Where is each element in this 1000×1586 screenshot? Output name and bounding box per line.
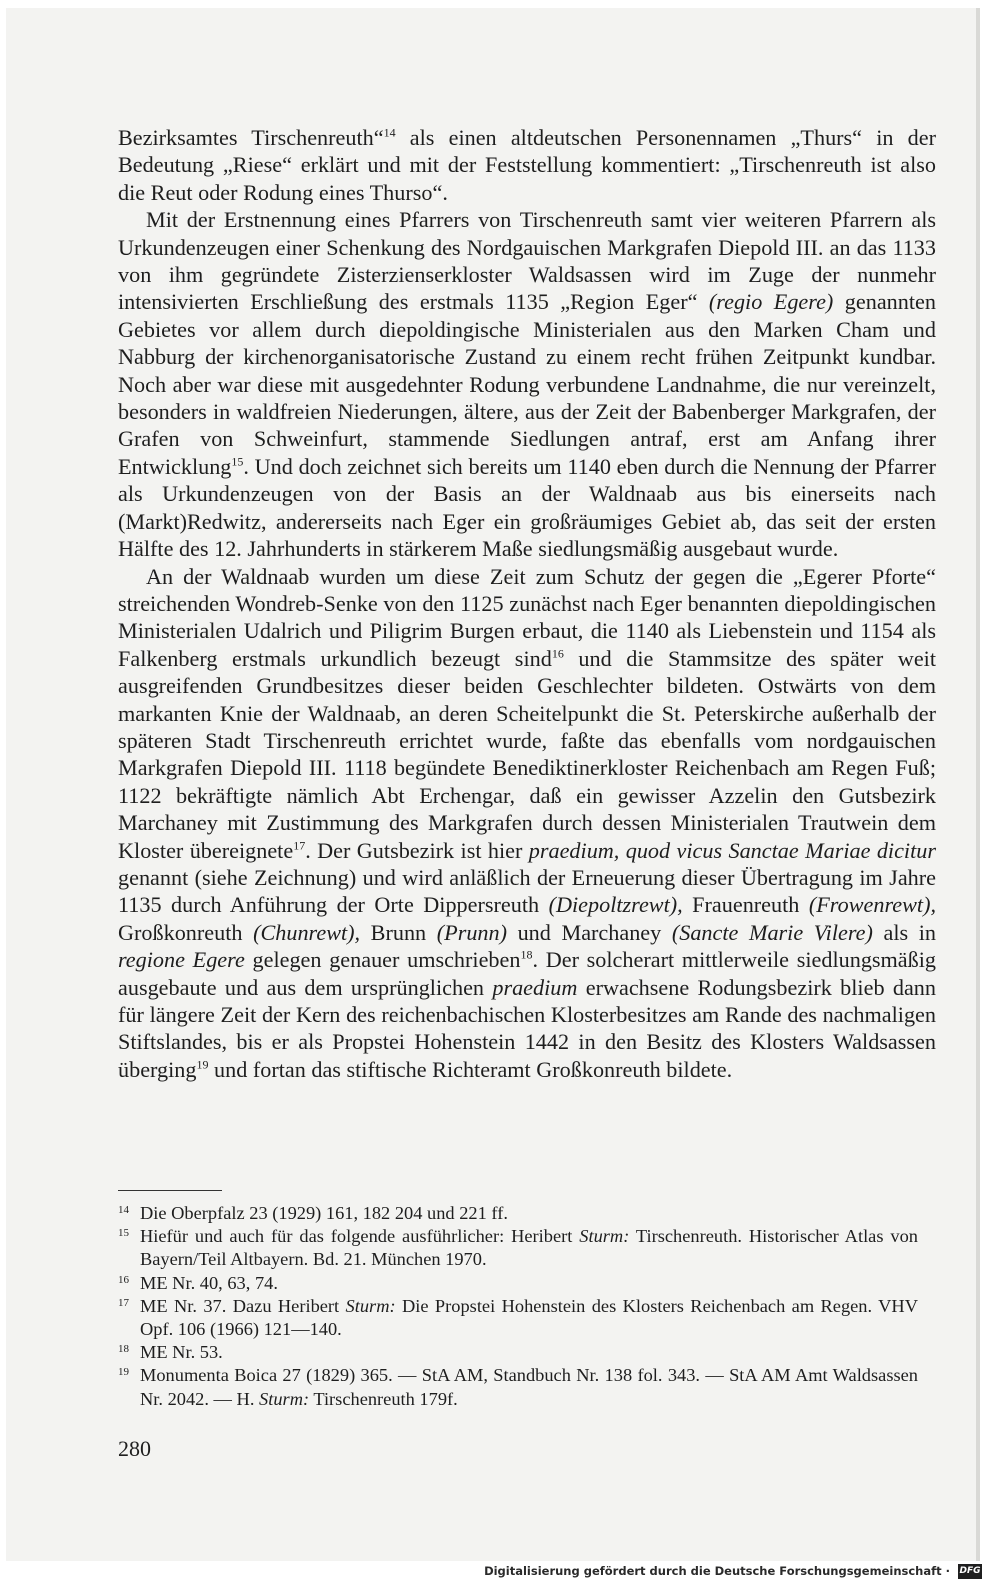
footnote-reference: 15 bbox=[231, 454, 244, 469]
italic-text: praedium, quod vicus Sanctae Mariae dicitur bbox=[528, 837, 936, 863]
footnote-number: 16 bbox=[118, 1273, 129, 1286]
text-run: ME Nr. 37. Dazu Heribert bbox=[140, 1295, 346, 1316]
footnote-reference: 17 bbox=[293, 838, 306, 853]
footnote-reference: 14 bbox=[383, 125, 396, 140]
text-run: An der Waldnaab wurden um diese Zeit zum Schutz der gegen die „Egerer Pforte“ streichenden Wondreb-Senke von den 1125 zunächst nach Eger benannten diepoldingischen Ministerialen Udalrich und Piligrim Burgen erbaut, die 1140 als Liebenstein und 1154 als Falkenberg erstmals urkundlich bezeugt sind bbox=[118, 563, 936, 671]
text-run: Die Propstei Hohenstein des Klosters Reichenbach am Regen. VHV Opf. 106 (1966) 121—140. bbox=[140, 1295, 918, 1340]
digitization-credit: Digitalisierung gefördert durch die Deutsche Forschungsgemeinschaft · bbox=[484, 1564, 950, 1578]
text-run: und fortan das stiftische Richteramt Großkonreuth bildete. bbox=[208, 1056, 733, 1082]
footnote bbox=[118, 1225, 918, 1271]
italic-text: Sturm: bbox=[579, 1226, 630, 1247]
footnote-reference: 18 bbox=[520, 947, 533, 962]
text-run: . Der solcherart mittlerweile siedlungsmäßig ausgebaute und aus dem ursprünglichen bbox=[118, 947, 936, 1000]
text-run: und Marchaney bbox=[507, 919, 672, 945]
footnotes bbox=[118, 1202, 918, 1411]
italic-text: (Frowenrewt), bbox=[808, 892, 937, 918]
footnote-number: 18 bbox=[118, 1343, 129, 1356]
italic-text: praedium bbox=[492, 974, 578, 1000]
dfg-logo: DFG bbox=[958, 1564, 982, 1579]
footnote bbox=[118, 1272, 918, 1295]
italic-text: (regio Egere) bbox=[708, 289, 834, 315]
text-run: ME Nr. 40, 63, 74. bbox=[140, 1272, 278, 1293]
page-edge-shadow bbox=[976, 8, 980, 1561]
page-number: 280 bbox=[118, 1436, 151, 1461]
text-run: Brunn bbox=[360, 919, 437, 945]
footnote bbox=[118, 1364, 918, 1410]
footnote-divider bbox=[118, 1190, 222, 1191]
text-run: Hiefür und auch für das folgende ausführlicher: Heribert bbox=[140, 1226, 580, 1247]
text-run: Bezirksamtes Tirschenreuth“ bbox=[118, 125, 384, 150]
footnote-text bbox=[140, 1296, 918, 1339]
text-run: als in bbox=[872, 919, 936, 945]
italic-text: (Prunn) bbox=[436, 919, 507, 945]
paragraph bbox=[118, 206, 936, 562]
text-run: Großkonreuth bbox=[118, 919, 254, 945]
text-run: . Der Gutsbezirk ist hier bbox=[305, 837, 529, 863]
footnote-reference: 16 bbox=[551, 646, 564, 661]
footnote-reference: 19 bbox=[196, 1057, 209, 1072]
text-run: und die Stammsitze des später weit ausgreifenden Grundbesitzes dieser beiden Geschlechter bildeten. Ostwärts von dem markanten Knie der Waldnaab, an deren Scheitelpunkt die St. Peterskirche außerhalb der späteren Stadt Tirschenreuth errichtet wurde, faßte das ebenfalls vom nordgauischen Markgrafen Diepold III. 1118 begündete Benediktinerkloster Reichenbach am Regen Fuß; 1122 bekräftigte nämlich Abt Erchengar, daß ein gewisser Azzelin den Gutsbezirk Marchaney mit Zustimmung des Markgrafen durch dessen Ministerialen Trautwein dem Kloster übereignete bbox=[118, 645, 936, 863]
footnote-number: 17 bbox=[118, 1296, 129, 1309]
text-run: genannt (siehe Zeichnung) und wird anläßlich der Erneuerung dieser Übertragung im Jahre 1135 durch Anführung der Orte Dippersreuth bbox=[118, 864, 936, 918]
paragraph bbox=[118, 563, 936, 1084]
footnote-text bbox=[140, 1342, 223, 1362]
italic-text: (Sancte Marie Vilere) bbox=[671, 919, 873, 945]
italic-text: Sturm: bbox=[259, 1388, 310, 1409]
italic-text: (Chunrewt), bbox=[253, 919, 361, 945]
text-run: Tirschenreuth. Historischer Atlas von Bayern/Teil Altbayern. Bd. 21. München 1970. bbox=[140, 1226, 918, 1270]
footnote bbox=[118, 1341, 918, 1364]
text-run: genannten Gebietes vor allem durch diepoldingische Ministerialen aus den Marken Cham und Nabburg der kirchenorganisatorische Zustand zu einem recht frühen Zeitpunkt kundbar. Noch aber war diese mit ausgedehnter Rodung verbundene Landnahme, die nur vereinzelt, besonders in waldfreien Niederungen, ältere, aus der Zeit der Babenberger Markgrafen, der Grafen von Schweinfurt, stammende Siedlungen antraf, erst am Anfang ihrer Entwicklung bbox=[118, 289, 936, 479]
italic-text: (Diepoltzrewt), bbox=[548, 892, 683, 918]
footnote bbox=[118, 1295, 918, 1341]
italic-text: regione Egere bbox=[118, 947, 245, 973]
text-run: Tirschenreuth 179f. bbox=[309, 1388, 458, 1409]
body-text bbox=[118, 124, 936, 1083]
paragraph bbox=[118, 124, 936, 206]
text-run: ME Nr. 53. bbox=[140, 1342, 223, 1363]
footnote-text bbox=[140, 1226, 918, 1269]
text-run: Mit der Erstnennung eines Pfarrers von Tirschenreuth samt vier weiteren Pfarrern als Urkundenzeugen einer Schenkung des Nordgauischen Markgrafen Diepold III. an das 1133 von ihm gegründete Zisterzienserkloster Waldsassen wird im Zuge der nunmehr intensivierten Erschließung des erstmals 1135 „Region Eger“ bbox=[118, 207, 936, 315]
text-run: Frauenreuth bbox=[682, 892, 809, 918]
text-run: . Und doch zeichnet sich bereits um 1140 eben durch die Nennung der Pfarrer als Urkundenzeugen von der Basis an der Waldnaab aus bis einerseits nach (Markt)Redwitz, andererseits nach Eger ein großräumiges Gebiet ab, das seit der ersten Hälfte des 12. Jahrhunderts in stärkerem Maße siedlungsmäßig ausgebaut wurde. bbox=[118, 453, 936, 562]
text-run: Monumenta Boica 27 (1829) 365. — StA AM, Standbuch Nr. 138 fol. 343. — StA AM Amt Waldsassen Nr. 2042. — H. bbox=[140, 1365, 918, 1409]
footnote-text bbox=[140, 1273, 278, 1293]
text-run: gelegen genauer umschrieben bbox=[244, 947, 521, 973]
footnote-number: 14 bbox=[118, 1204, 129, 1216]
footnote-number: 19 bbox=[118, 1366, 129, 1379]
footnote bbox=[118, 1202, 918, 1225]
text-run: Die Oberpfalz 23 (1929) 161, 182 204 und 221 ff. bbox=[140, 1203, 508, 1223]
footnote-text bbox=[140, 1365, 918, 1408]
footnote-number: 15 bbox=[118, 1227, 129, 1240]
text-run: als einen altdeutschen Personennamen „Thurs“ in der Bedeutung „Riese“ erklärt und mit der Feststellung kommentiert: „Tirschenreuth ist also die Reut oder Rodung eines Thurso“. bbox=[118, 125, 936, 205]
italic-text: Sturm: bbox=[345, 1295, 396, 1316]
text-run: erwachsene Rodungsbezirk blieb dann für längere Zeit der Kern des reichenbachischen Klosterbesitzes am Rande des nachmaligen Stiftslandes, bis er als Propstei Hohenstein 1442 in den Besitz des Klosters Waldsassen überging bbox=[118, 974, 936, 1082]
footnote-text bbox=[140, 1203, 508, 1223]
